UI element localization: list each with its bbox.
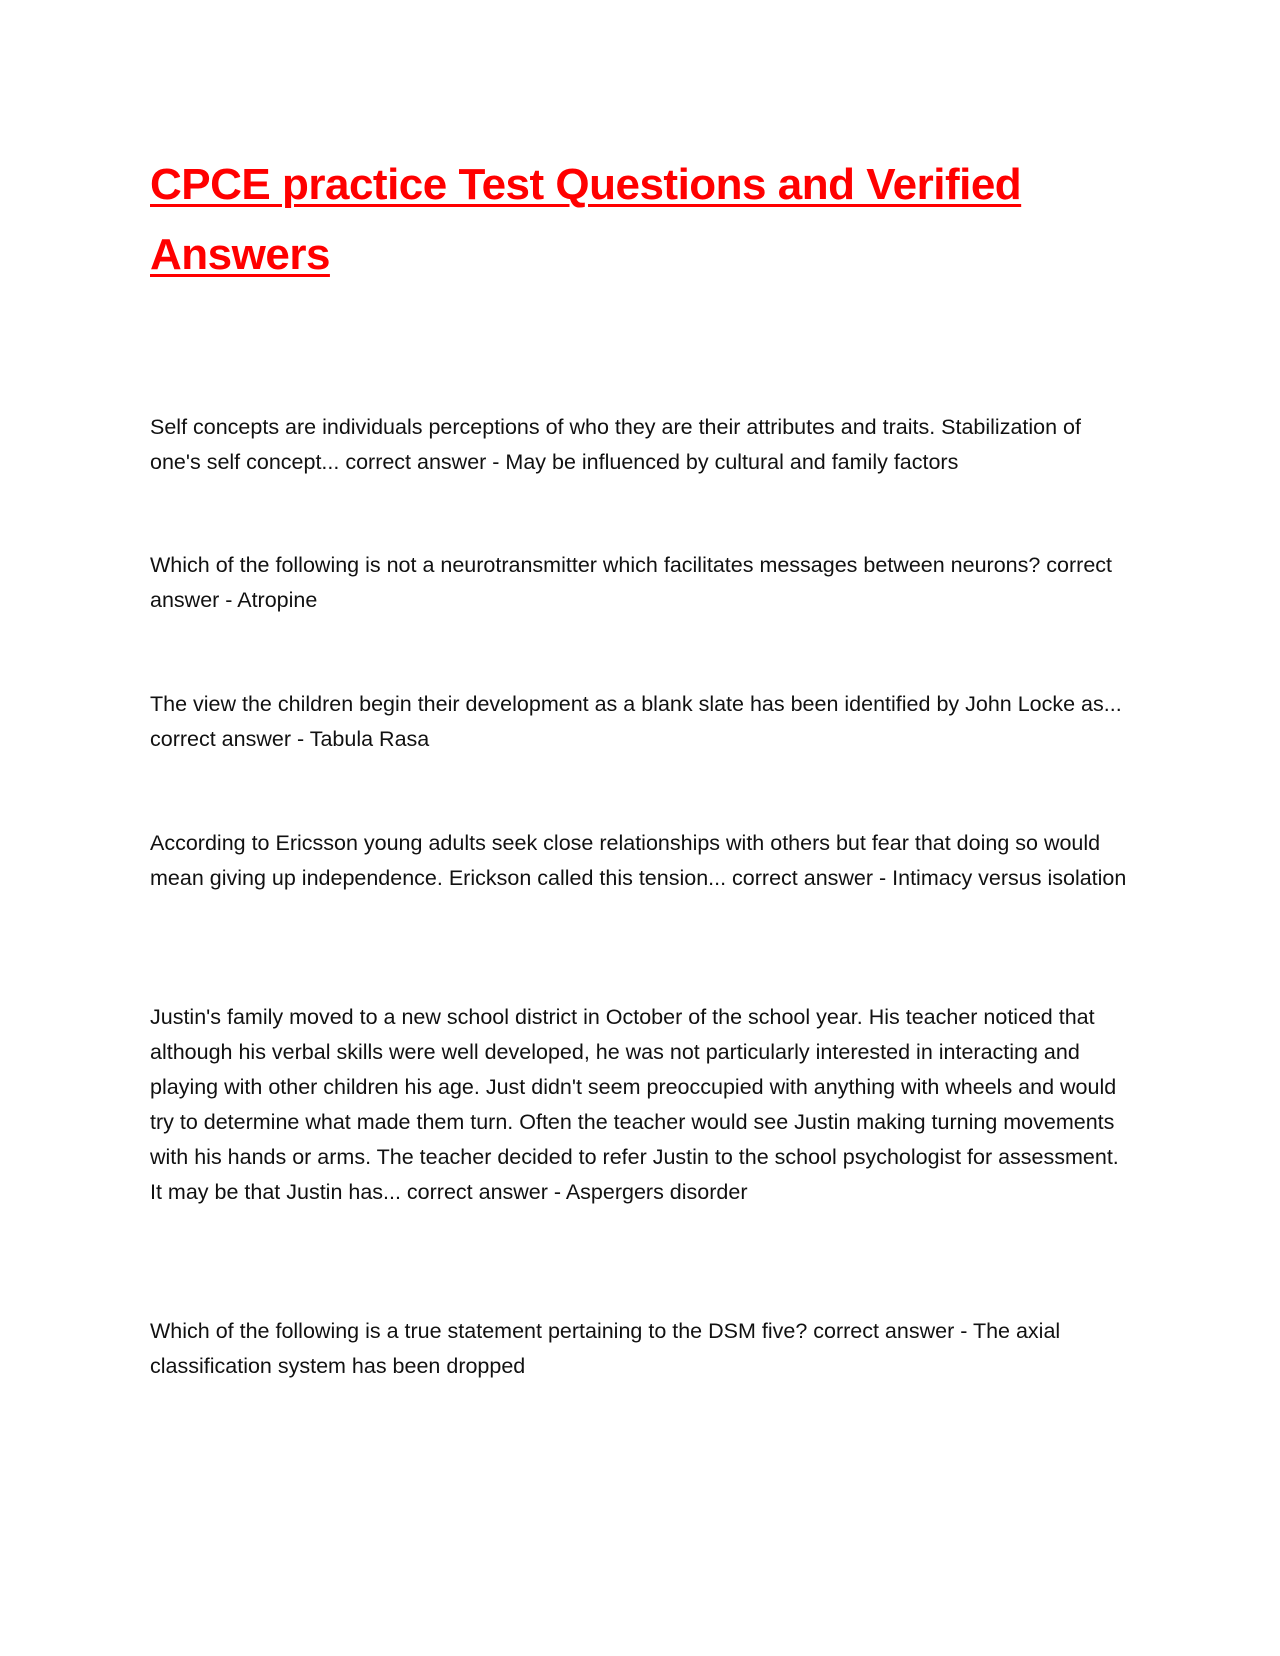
qa-item: Self concepts are individuals perceptions of who they are their attributes and traits. Stabilization of one's self concept... correct answer - May be influenced by cultural and family factors (150, 415, 1081, 474)
qa-item: According to Ericsson young adults seek close relationships with others but fear that doing so would mean giving up independence. Erickson called this tension... correct answer - Intimacy versus isolation (150, 831, 1127, 890)
document-title: CPCE practice Test Questions and Verified Answers (150, 160, 1022, 279)
qa-item: Which of the following is a true statement pertaining to the DSM five? correct answer - The axial classification system has been dropped (150, 1319, 1061, 1378)
qa-item: The view the children begin their development as a blank slate has been identified by John Locke as... correct answer - Tabula Rasa (150, 692, 1122, 751)
qa-item: Justin's family moved to a new school district in October of the school year. His teacher noticed that although his verbal skills were well developed, he was not particularly interested in interacting and playing with other children his age. Just didn't seem preoccupied with anything with wheels and would try to determine what made them turn. Often the teacher would see Justin making turning movements with his hands or arms. The teacher decided to refer Justin to the school psychologist for assessment. It may be that Justin has... correct answer - Aspergers disorder (150, 1005, 1119, 1204)
qa-item: Which of the following is not a neurotransmitter which facilitates messages between neurons? correct answer - Atropine (150, 553, 1112, 612)
